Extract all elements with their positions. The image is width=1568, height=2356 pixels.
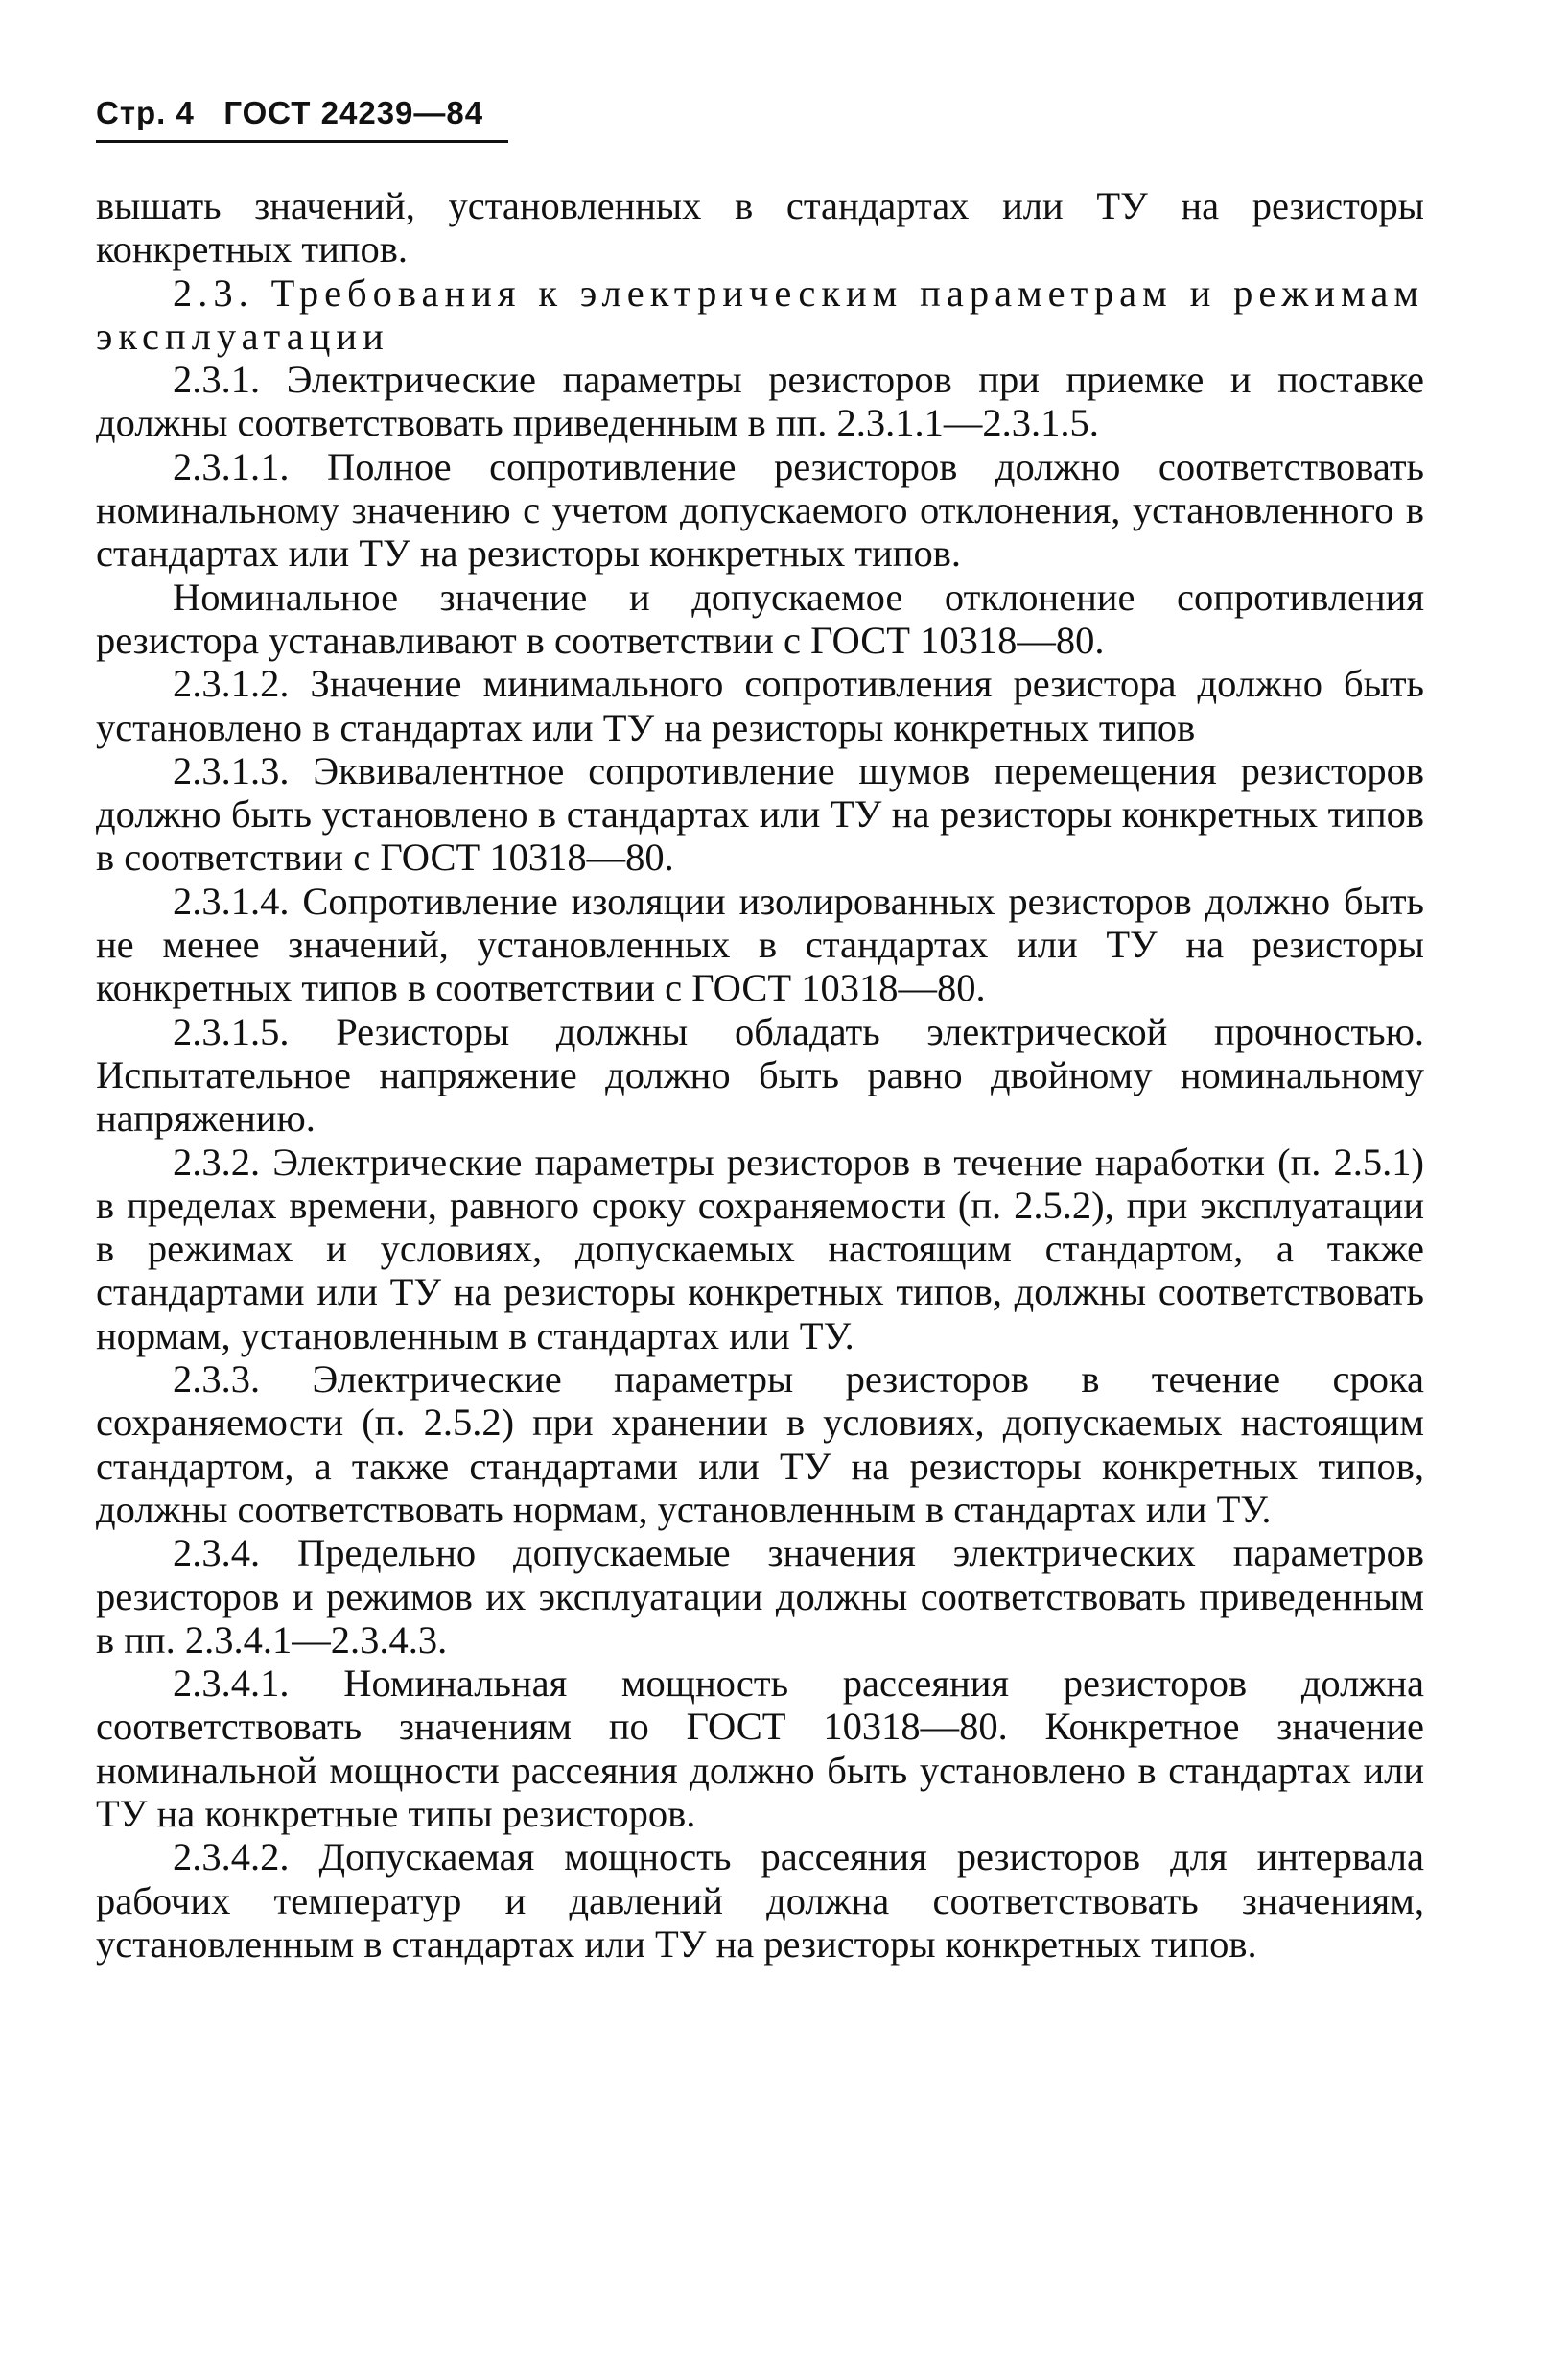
- paragraph-2-3-1-2: 2.3.1.2. Значение минимального сопротивления резистора должно быть установлено в стандартах или ТУ на резисторы конкретных типов: [96, 662, 1424, 749]
- header-line: [96, 94, 508, 132]
- paragraph-nominal-value: Номинальное значение и допускаемое отклонение сопротивления резистора устанавливают в соответствии с ГОСТ 10318—80.: [96, 575, 1424, 662]
- page-number: Стр. 4: [96, 95, 195, 130]
- header-rule: [96, 140, 508, 143]
- paragraph-2-3-2: 2.3.2. Электрические параметры резисторов в течение наработки (п. 2.5.1) в пределах времени, равного сроку сохраняемости (п. 2.5.2), при эксплуатации в режимах и условиях, допускаемых настоящим стандартом, а также стандартами или ТУ на резисторы конкретных типов, должны соответствовать нормам, установленным в стандартах или ТУ.: [96, 1140, 1424, 1357]
- paragraph-continuation: вышать значений, установленных в стандартах или ТУ на резисторы конкретных типов.: [96, 184, 1424, 271]
- paragraph-2-3-1-1: 2.3.1.1. Полное сопротивление резисторов должно соответствовать номинальному значению с учетом допускаемого отклонения, установленного в стандартах или ТУ на резисторы конкретных типов.: [96, 444, 1424, 576]
- paragraph-2-3-1-3: 2.3.1.3. Эквивалентное сопротивление шумов перемещения резисторов должно быть установлено в стандартах или ТУ на резисторы конкретных типов в соответствии с ГОСТ 10318—80.: [96, 748, 1424, 880]
- paragraph-2-3-1: 2.3.1. Электрические параметры резисторов при приемке и поставке должны соответствовать приведенным в пп. 2.3.1.1—2.3.1.5.: [96, 358, 1424, 445]
- paragraph-2-3-4-1: 2.3.4.1. Номинальная мощность рассеяния резисторов должна соответствовать значениям по ГОСТ 10318—80. Конкретное значение номинальной мощности рассеяния должно быть установлено в стандартах или ТУ на конкретные типы резисторов.: [96, 1661, 1424, 1835]
- paragraph-2-3-1-4: 2.3.1.4. Сопротивление изоляции изолированных резисторов должно быть не менее значений, установленных в стандартах или ТУ на резисторы конкретных типов в соответствии с ГОСТ 10318—80.: [96, 879, 1424, 1010]
- standard-number: ГОСТ 24239—84: [223, 95, 484, 130]
- paragraph-2-3-4-2: 2.3.4.2. Допускаемая мощность рассеяния резисторов для интервала рабочих температур и давлений должна соответствовать значениям, установленным в стандартах или ТУ на резисторы конкретных типов.: [96, 1835, 1424, 1966]
- page-header: [96, 94, 508, 152]
- body-text: [96, 184, 1424, 1966]
- paragraph-2-3-1-5: 2.3.1.5. Резисторы должны обладать электрической прочностью. Испытательное напряжение должно быть равно двойному номинальному напряжению.: [96, 1009, 1424, 1141]
- paragraph-2-3-3: 2.3.3. Электрические параметры резисторов в течение срока сохраняемости (п. 2.5.2) при хранении в условиях, допускаемых настоящим стандартом, а также стандартами или ТУ на резисторы конкретных типов, должны соответствовать нормам, установленным в стандартах или ТУ.: [96, 1357, 1424, 1531]
- section-heading-2-3: 2.3. Требования к электрическим параметрам и режимам эксплуатации: [96, 271, 1424, 358]
- paragraph-2-3-4: 2.3.4. Предельно допускаемые значения электрических параметров резисторов и режимов их эксплуатации должны соответствовать приведенным в пп. 2.3.4.1—2.3.4.3.: [96, 1531, 1424, 1661]
